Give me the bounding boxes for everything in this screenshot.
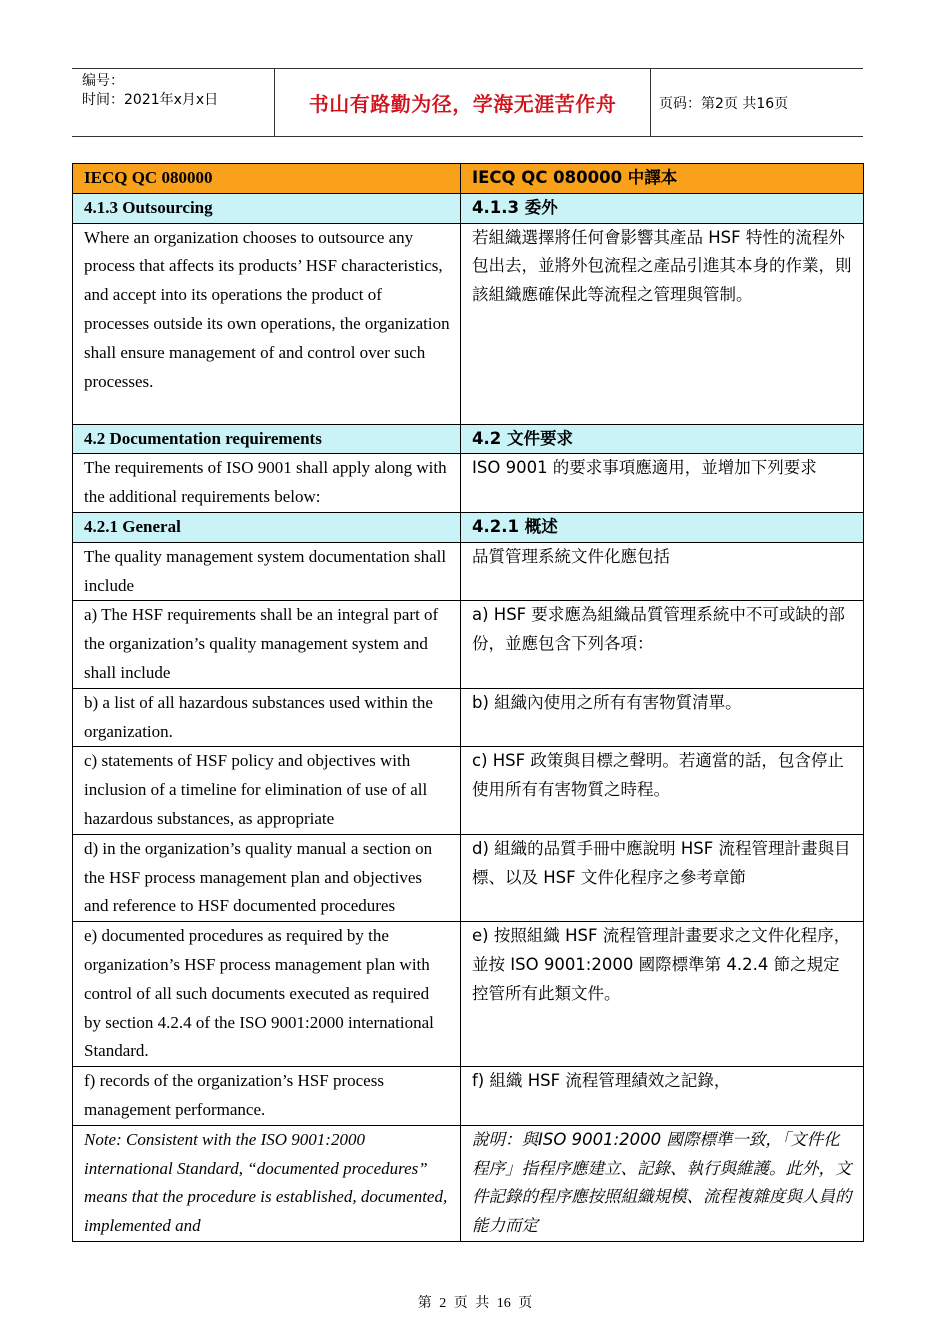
section-zh-text: 4.2.1 概述 <box>472 516 558 536</box>
cell-zh: b) 組織內使用之所有有害物質清單。 <box>461 688 864 747</box>
table-row <box>73 601 864 688</box>
cell-zh: e) 按照組織 HSF 流程管理計畫要求之文件化程序，並按 ISO 9001:2000 國際標準第 4.2.4 節之規定控管所有此類文件。 <box>461 922 864 1067</box>
page-footer: 第 2 页 共 16 页 <box>417 1296 533 1311</box>
cell-en: c) statements of HSF policy and objectives with inclusion of a timeline for elimination of use of all hazardous substances, as appropriate <box>73 747 461 834</box>
header-meta <box>72 69 274 136</box>
table-row <box>73 1125 864 1241</box>
section-zh <box>461 512 864 542</box>
note-zh: 說明：與ISO 9001:2000 國際標準一致，「文件化程序」指程序應建立、記錄、執行與維護。此外，文件記錄的程序應按照組織規模、流程複雜度與人員的能力而定 <box>461 1125 864 1241</box>
cell-en: a) The HSF requirements shall be an integral part of the organization’s quality management system and shall include <box>73 601 461 688</box>
cell-en: Where an organization chooses to outsource any process that affects its products’ HSF characteristics, and accept into its operations the product of processes outside its own operations, the organization shall ensure management of and control over such processes. <box>73 223 461 424</box>
header-page-label: 页码：第2页 共16页 <box>659 95 789 112</box>
cell-en: e) documented procedures as required by the organization’s HSF process management plan with control of all such documents executed as required by section 4.2.4 of the ISO 9001:2000 international Standard. <box>73 922 461 1067</box>
table-header-row <box>73 164 864 194</box>
table-row <box>73 1067 864 1126</box>
section-en: 4.2.1 General <box>73 512 461 542</box>
section-row <box>73 512 864 542</box>
column-header-zh-text: IECQ QC 080000 中譯本 <box>472 168 678 187</box>
column-header-zh <box>461 164 864 194</box>
section-zh-text: 4.1.3 委外 <box>472 197 558 217</box>
time-label: 时间：2021年x月x日 <box>82 92 219 108</box>
cell-zh: 品質管理系統文件化應包括 <box>461 542 864 601</box>
cell-zh: 若組織選擇將任何會影響其產品 HSF 特性的流程外包出去，並將外包流程之產品引進其本身的作業，則該組織應確保此等流程之管理與管制。 <box>461 223 864 424</box>
table-row <box>73 223 864 424</box>
section-en: 4.2 Documentation requirements <box>73 424 461 454</box>
cell-en: The quality management system documentation shall include <box>73 542 461 601</box>
cell-en: d) in the organization’s quality manual a section on the HSF process management plan and objectives and reference to HSF documented procedures <box>73 834 461 921</box>
section-row <box>73 424 864 454</box>
cell-en: f) records of the organization’s HSF process management performance. <box>73 1067 461 1126</box>
table-row <box>73 542 864 601</box>
table-row <box>73 834 864 921</box>
section-zh <box>461 193 864 223</box>
cell-zh: ISO 9001 的要求事項應適用，並增加下列要求 <box>461 454 864 513</box>
table-row <box>73 747 864 834</box>
note-en: Note: Consistent with the ISO 9001:2000 international Standard, “documented procedures” means that the procedure is established, documented, implemented and <box>73 1125 461 1241</box>
table-row <box>73 922 864 1067</box>
section-zh-text: 4.2 文件要求 <box>472 428 573 448</box>
cell-zh: a) HSF 要求應為組織品質管理系統中不可或缺的部份，並應包含下列各項： <box>461 601 864 688</box>
section-en: 4.1.3 Outsourcing <box>73 193 461 223</box>
table-row <box>73 688 864 747</box>
header-motto: 书山有路勤为径，学海无涯苦作舟 <box>274 69 651 136</box>
cell-zh: d) 組織的品質手冊中應說明 HSF 流程管理計畫與目標、以及 HSF 文件化程序之參考章節 <box>461 834 864 921</box>
cell-zh: c) HSF 政策與目標之聲明。若適當的話，包含停止使用所有有害物質之時程。 <box>461 747 864 834</box>
cell-en: b) a list of all hazardous substances used within the organization. <box>73 688 461 747</box>
column-header-en: IECQ QC 080000 <box>73 164 461 194</box>
page-header <box>72 68 863 137</box>
cell-en: The requirements of ISO 9001 shall apply along with the additional requirements below: <box>73 454 461 513</box>
section-row <box>73 193 864 223</box>
translation-table <box>72 163 864 1242</box>
table-row <box>73 454 864 513</box>
section-zh <box>461 424 864 454</box>
number-label: 编号： <box>82 73 124 89</box>
cell-zh: f) 組織 HSF 流程管理績效之記錄， <box>461 1067 864 1126</box>
